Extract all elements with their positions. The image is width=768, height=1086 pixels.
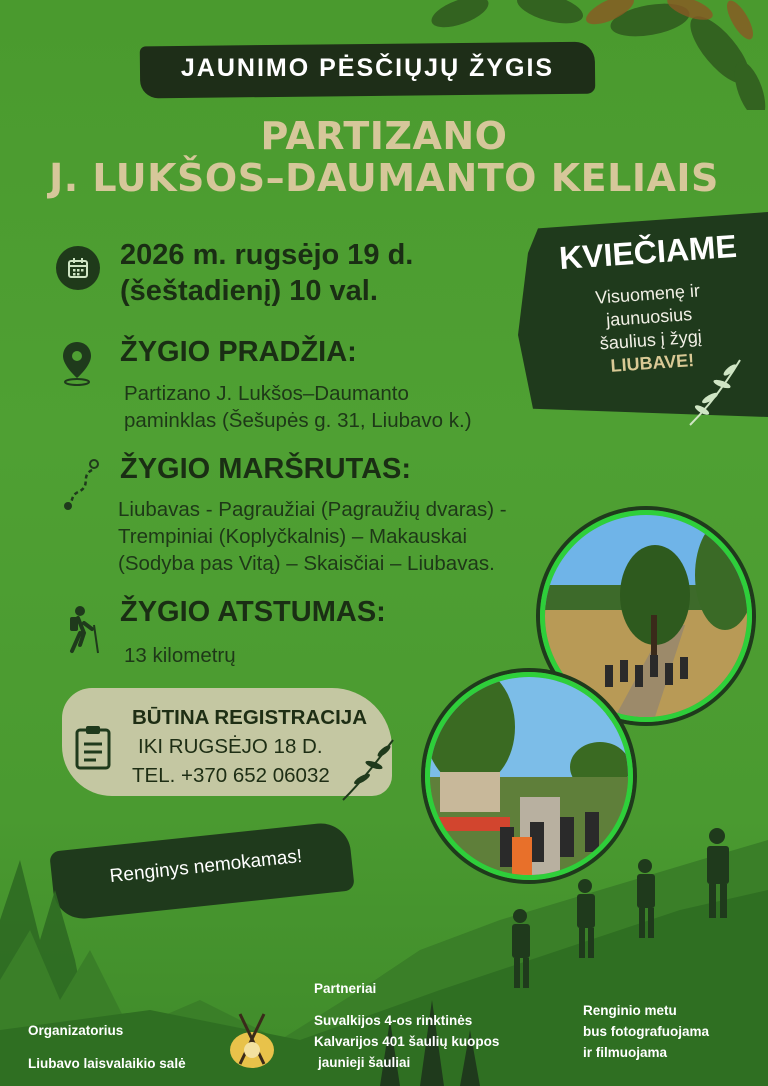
invitation-line1: Visuomenę ir [594, 280, 701, 308]
route-line2: Trempiniai (Koplyčkalnis) – Makauskai [118, 525, 468, 548]
organizer-logo [226, 1008, 278, 1072]
invitation-place: LIUBAVE! [609, 350, 695, 376]
location-pin-icon [60, 340, 94, 386]
organizer-name: Liubavo laisvalaikio salė [28, 1056, 186, 1071]
start-heading: ŽYGIO PRADŽIA: [120, 336, 357, 368]
registration-deadline: IKI RUGSĖJO 18 D. [138, 735, 323, 758]
distance-heading: ŽYGIO ATSTUMAS: [120, 596, 386, 628]
route-icon [60, 456, 106, 512]
event-date: 2026 m. rugsėjo 19 d. [120, 239, 414, 271]
media-notice-line2: bus fotografuojama [583, 1024, 710, 1039]
media-notice-line1: Renginio metu [583, 1003, 677, 1018]
route-line1: Liubavas - Pagraužiai (Pagraužių dvaras) - [118, 498, 507, 521]
event-day-time: (šeštadienį) 10 val. [120, 275, 378, 307]
olive-branch-icon [680, 350, 750, 430]
main-title-line2: J. LUKŠOS–DAUMANTO KELIAIS [49, 156, 719, 200]
media-notice-line3: ir filmuojama [583, 1045, 668, 1060]
partners-line1: Suvalkijos 4-os rinktinės [314, 1013, 473, 1028]
registration-required: BŪTINA REGISTRACIJA [132, 706, 367, 729]
invitation-line3: šaulius į žygį [599, 326, 703, 354]
start-location-line1: Partizano J. Lukšos–Daumanto [124, 382, 409, 405]
route-line3: (Sodyba pas Vitą) – Skaisčiai – Liubavas. [118, 552, 495, 575]
event-type-title: JAUNIMO PĖSČIŲJŲ ŽYGIS [180, 54, 555, 82]
partners-line2: Kalvarijos 401 šaulių kuopos [314, 1034, 500, 1049]
invitation-line2: jaunuosius [605, 304, 693, 331]
free-event-text: Renginys nemokamas! [108, 845, 304, 888]
registration-phone[interactable]: TEL. +370 652 06032 [132, 764, 330, 787]
organizer-label: Organizatorius [28, 1023, 124, 1038]
clipboard-icon [74, 724, 112, 770]
leaf-branch-icon [338, 735, 398, 805]
calendar-icon [56, 246, 100, 290]
route-heading: ŽYGIO MARŠRUTAS: [120, 453, 412, 485]
distance-value: 13 kilometrų [124, 644, 236, 667]
main-title-line1: PARTIZANO [260, 114, 508, 158]
invitation-title: KVIEČIAME [558, 227, 738, 277]
hiker-icon [62, 605, 102, 655]
start-location-line2: paminklas (Šešupės g. 31, Liubavo k.) [124, 409, 472, 432]
partners-label: Partneriai [314, 981, 377, 996]
partners-line3: jaunieji šauliai [318, 1055, 411, 1070]
